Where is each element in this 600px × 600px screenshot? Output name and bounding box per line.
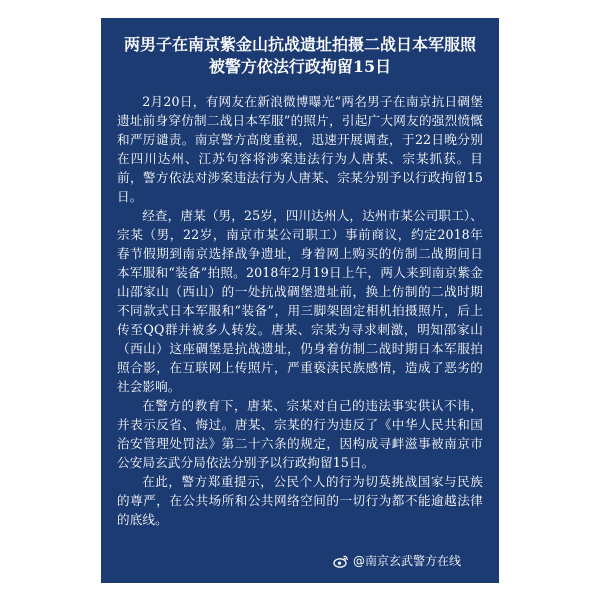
weibo-icon bbox=[333, 553, 349, 569]
paragraph-4: 在此，警方郑重提示，公民个人的行为切莫挑战国家与民族的尊严，在公共场所和公共网络空间的一切行为都不能逾越法律的底线。 bbox=[117, 474, 483, 527]
paragraph-2: 经查，唐某（男，25岁，四川达州人，达州市某公司职工）、宗某（男，22岁，南京市某公司职工）事前商议，约定2018年春节假期到南京选择战争遗址，身着网上购买的仿制二战期间日本军服和“装备”拍照。2018年2月19日上午，两人来到南京紫金山邵家山（西山）的一处抗战碉堡遗址前，换上仿制的二战时期不同款式日本军服和“装备”，用三脚架固定相机拍摄照片，后上传至QQ群并被多人转发。唐某、宗某为寻求刺激，明知邵家山（西山）这座碉堡是抗战遗址，仍身着仿制二战时期日本军服拍照合影，在互联网上传照片，严重亵渎民族感情，造成了恶劣的社会影响。 bbox=[117, 208, 483, 394]
title-line-1: 两男子在南京紫金山抗战遗址拍摄二战日本军服照 bbox=[123, 35, 476, 54]
notice-card bbox=[101, 18, 499, 583]
paragraph-3: 在警方的教育下，唐某、宗某对自己的违法事实供认不讳，并表示反省、悔过。唐某、宗某的行为违反了《中华人民共和国治安管理处罚法》第二十六条的规定，因构成寻衅滋事被南京市公安局玄武分局依法分别予以行政拘留15日。 bbox=[117, 398, 483, 470]
page-title bbox=[117, 34, 483, 78]
title-line-2: 被警方依法行政拘留15日 bbox=[208, 57, 392, 76]
source-text: @南京玄武警方在线 bbox=[352, 554, 461, 568]
paragraph-1: 2月20日，有网友在新浪微博曝光“两名男子在南京抗日碉堡遗址前身穿仿制二战日本军服”的照片，引起广大网友的强烈愤慨和严厉谴责。南京警方高度重视，迅速开展调查，于22日晚分别在四川达州、江苏句容将涉案违法行为人唐某、宗某抓获。目前，警方依法对涉案违法行为人唐某、宗某分别予以行政拘留15日。 bbox=[117, 94, 483, 204]
source-watermark bbox=[333, 552, 461, 569]
